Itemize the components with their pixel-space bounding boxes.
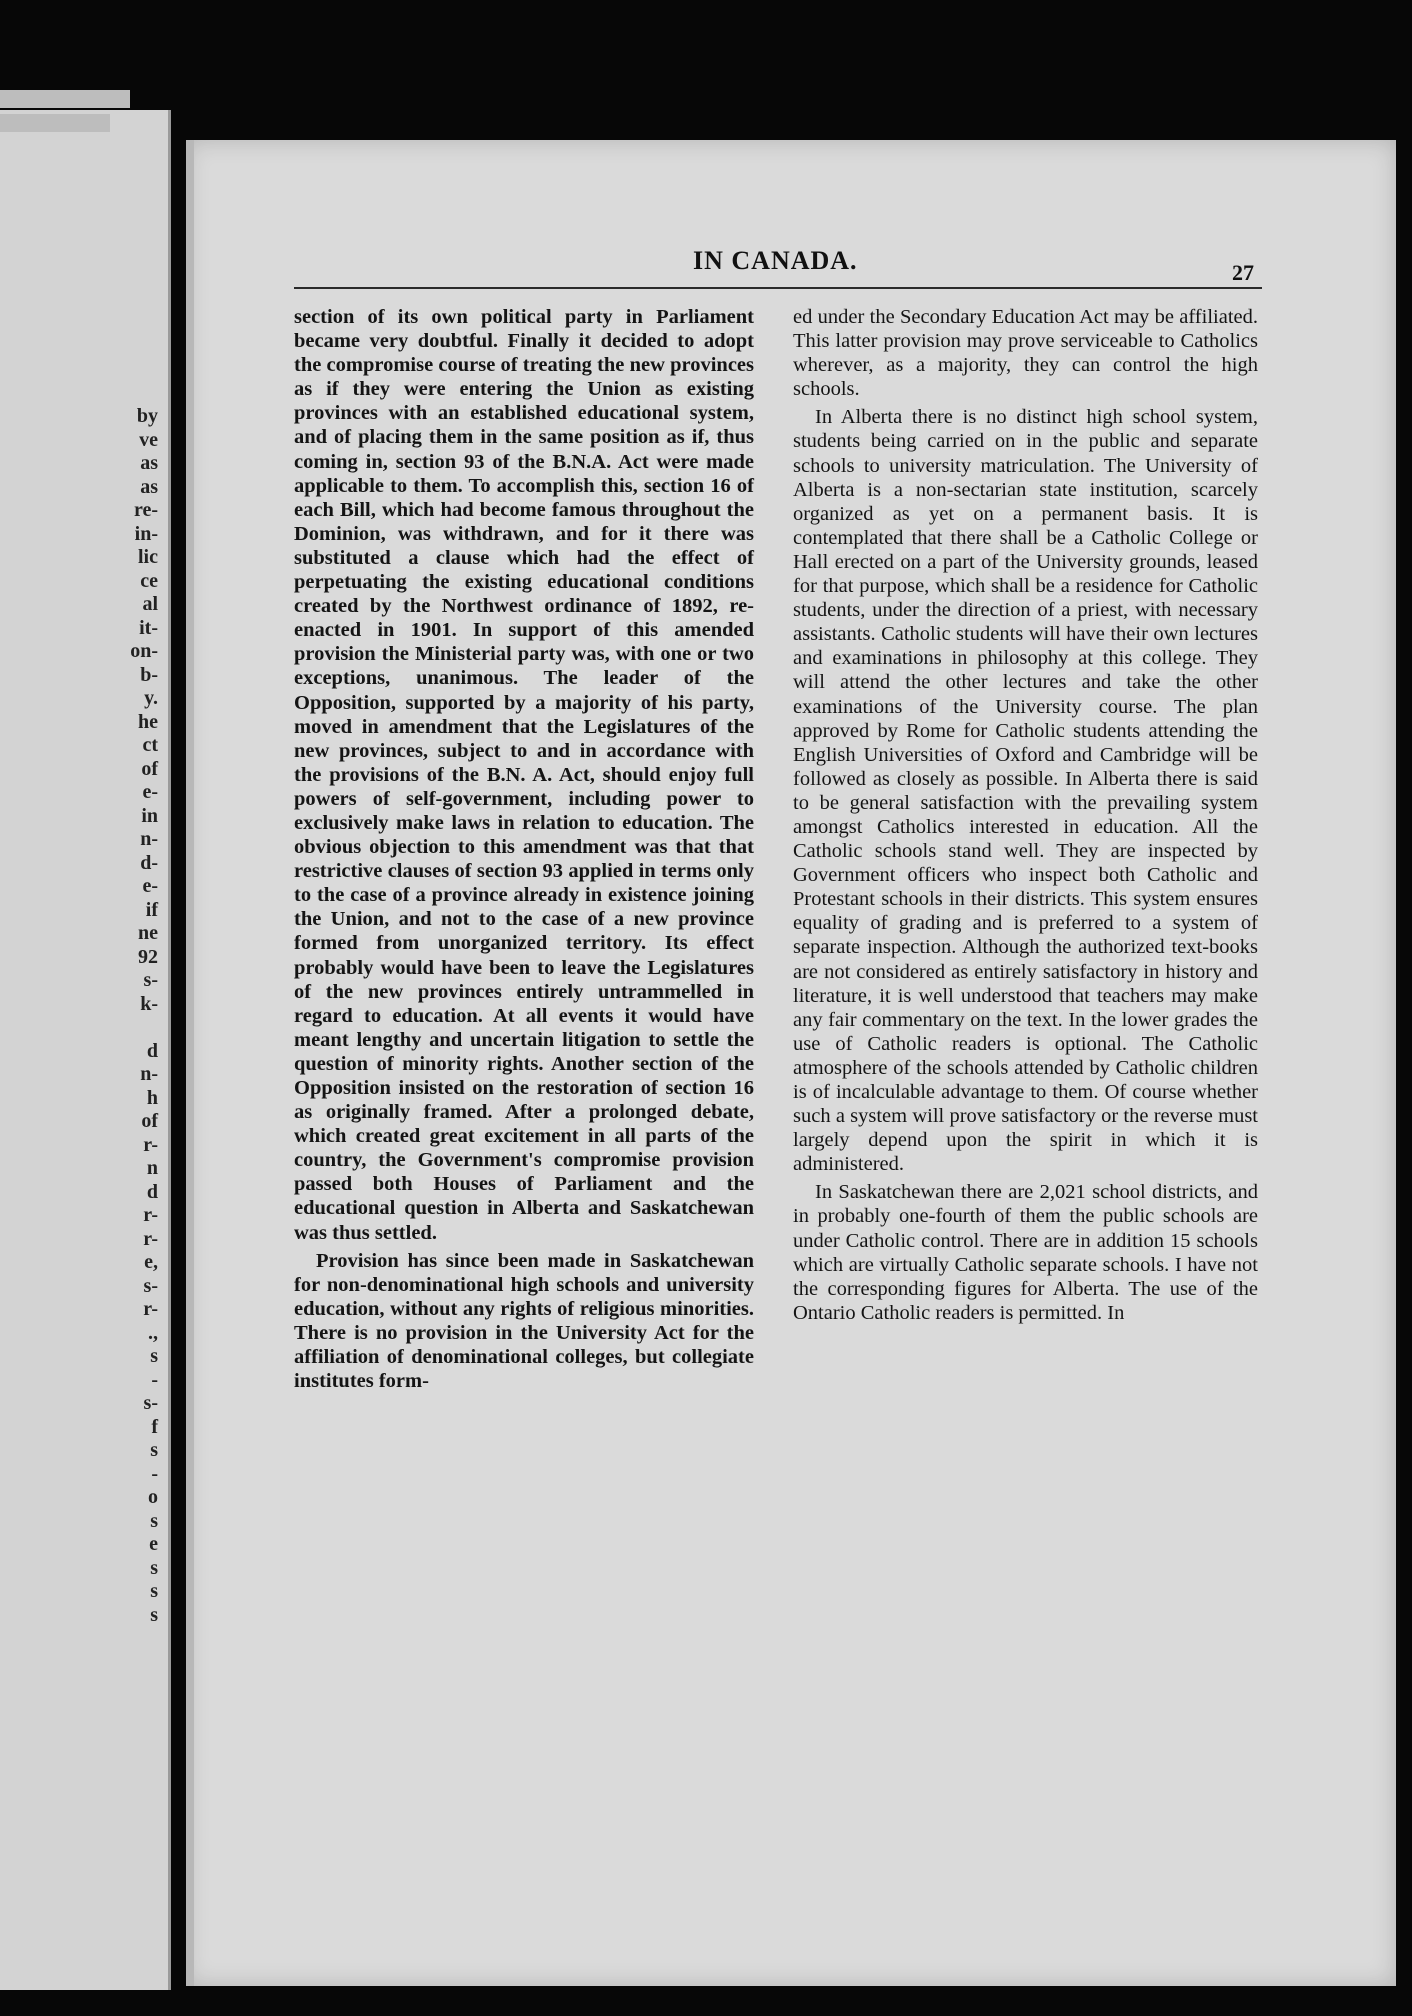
paragraph: Provision has since been made in Saskatchewan for non-denominational high schools and university education, without any rights of religious minorities. There is no provision in the University Act for the affiliation of denominational colleges, but collegiate institutes form- [294,1249,754,1393]
page-stack-strip [0,114,110,132]
right-column [793,305,1258,1325]
header-rule [294,287,1262,289]
paragraph: ed under the Secondary Education Act may be affiliated. This latter provision may prove serviceable to Catholics wherever, as a majority, they can control the high schools. [793,306,1258,401]
paragraph: In Saskatchewan there are 2,021 school districts, and in probably one-fourth of them the public schools are under Catholic control. There are in addition 15 schools which are virtually Catholic separate schools. I have not the corresponding figures for Alberta. The use of the Ontario Catholic readers is permitted. In [793,1181,1258,1324]
left-column [294,305,754,1393]
running-title: IN CANADA. [693,246,858,275]
page-number: 27 [1232,260,1254,285]
paragraph: In Alberta there is no distinct high school system, students being carried on in the public and separate schools to university matriculation. The University of Alberta is a non-sectarian state institution, scarcely organized as yet on a permanent basis. It is contemplated that there shall be a Catholic College or Hall erected on a part of the University grounds, leased for that purpose, which shall be a residence for Catholic students, under the direction of a priest, with necessary assistants. Catholic students will have their own lectures and examinations in philosophy at this college. They will attend the other lectures and take the other examinations of the University course. The plan approved by Rome for Catholic students attending the English Universities of Oxford and Cambridge will be followed as closely as possible. In Alberta there is said to be general satisfaction with the prevailing system amongst Catholics interested in education. All the Catholic schools stand well. They are inspected by Government officers who inspect both Catholic and Protestant schools in their districts. This system ensures equality of grading and is preferred to a system of separate inspection. Although the authorized text-books are not considered as entirely satisfactory in history and literature, it is well understood that teachers may make any fair commentary on the text. In the lower grades the use of Catholic readers is optional. The Catholic atmosphere of the schools attended by Catholic children is of incalculable advantage to them. Of course whether such a system will prove satisfactory or the reverse must largely depend upon the spirit in which it is administered. [793,406,1258,1176]
previous-page-text: by ve as as re- in- lic ce al it- on- b- y. he ct of e- in n- d- e- if ne 92 s- k- d n- h of r- n d r- r- e, s- r- ., s - s- f s - o s e s s s [130,405,158,1626]
book-page [186,140,1396,1986]
paragraph: section of its own political party in Parliament became very doubtful. Finally it decided to adopt the compromise course of treating the new provinces as if they were entering the Union as existing provinces with an established educational system, and of placing them in the same position as if, thus coming in, section 93 of the B.N.A. Act were made applicable to them. To accomplish this, section 16 of each Bill, which had become famous throughout the Dominion, was withdrawn, and for it there was substituted a clause which had the effect of perpetuating the existing educational conditions created by the Northwest ordinance of 1892, re-enacted in 1901. In support of this amended provision the Ministerial party was, with one or two exceptions, unanimous. The leader of the Opposition, supported by a majority of his party, moved in amendment that the Legislatures of the new provinces, subject to and in accordance with the provisions of the B.N. A. Act, should enjoy full powers of self-government, including power to exclusively make laws in relation to education. The obvious objection to this amendment was that that restrictive clauses of section 93 applied in terms only to the case of a province already in existence joining the Union, and not to the case of a new province formed from unorganized territory. Its effect probably would have been to leave the Legislatures of the new provinces entirely untrammelled in regard to education. At all events it would have meant lengthy and uncertain litigation to settle the question of minority rights. Another section of the Opposition insisted on the restoration of section 16 as originally framed. After a prolonged debate, which created great excitement in all parts of the country, the Government's compromise provision passed both Houses of Parliament and the educational question in Alberta and Saskatchewan was thus settled. [294,306,754,1244]
previous-page-edge [0,110,171,1990]
page-stack-strip [0,90,130,108]
